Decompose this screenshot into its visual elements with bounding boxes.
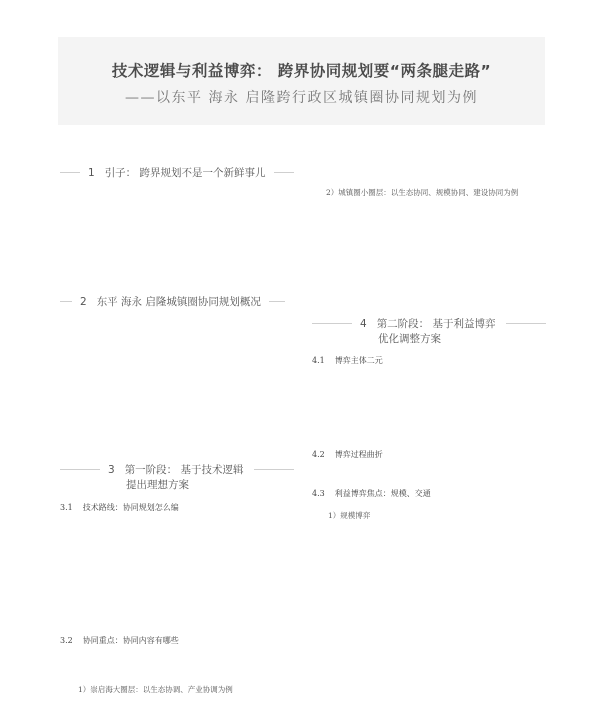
divider: [60, 469, 100, 470]
subsection-title: 博弈过程曲折: [334, 450, 383, 459]
subsection-number: 3.1: [60, 503, 73, 512]
divider: [274, 172, 294, 173]
section-number: 4: [360, 317, 367, 330]
paper-subtitle: ——以东平 海永 启隆跨行政区城镇圈协同规划为例: [125, 90, 478, 106]
subsection-4-1: [312, 355, 383, 366]
subsection-title: 技术路线：协同规划怎么编: [82, 503, 179, 512]
section-title-cont: 提出理想方案: [126, 479, 189, 491]
divider: [60, 172, 80, 173]
divider: [254, 469, 294, 470]
subsection-3-2: [60, 635, 179, 646]
subsection-4-2: [312, 449, 383, 460]
section-title-cont: 优化调整方案: [378, 333, 441, 345]
paper-title: 技术逻辑与利益博弈： 跨界协同规划要“两条腿走路”: [111, 62, 492, 80]
section-title: 第二阶段： 基于利益博弈: [376, 318, 496, 330]
section-4-heading: [312, 316, 546, 345]
subsection-number: 4.3: [312, 489, 325, 498]
section-2-heading: [60, 294, 285, 309]
divider: [60, 301, 72, 302]
subsection-title: 协同重点：协同内容有哪些: [82, 636, 179, 645]
section-number: 1: [88, 166, 95, 179]
subsection-3-1: [60, 502, 179, 513]
divider: [312, 323, 352, 324]
section-title: 第一阶段： 基于技术逻辑: [124, 464, 244, 476]
subsection-number: 4.1: [312, 356, 325, 365]
subsection-number: 3.2: [60, 636, 73, 645]
subsection-4-3: [312, 488, 431, 499]
section-1-heading: [60, 165, 294, 180]
section-number: 2: [80, 295, 87, 308]
section-3-heading: [60, 462, 294, 491]
list-item: 2）城镇圈小圈层：以生态协同、规模协同、建设协同为例: [326, 188, 519, 197]
divider: [269, 301, 285, 302]
list-item: 1）崇启海大圈层：以生态协调、产业协调为例: [78, 685, 233, 694]
section-title: 东平 海永 启隆城镇圈协同规划概况: [96, 296, 261, 308]
subsection-title: 利益博弈焦点：规模、交通: [334, 489, 431, 498]
title-box: [58, 37, 545, 125]
subsection-number: 4.2: [312, 450, 325, 459]
list-item: 1）规模博弈: [328, 511, 371, 520]
section-title: 引子： 跨界规划不是一个新鲜事儿: [104, 167, 266, 179]
divider: [506, 323, 546, 324]
section-number: 3: [108, 463, 115, 476]
subsection-title: 博弈主体二元: [334, 356, 383, 365]
